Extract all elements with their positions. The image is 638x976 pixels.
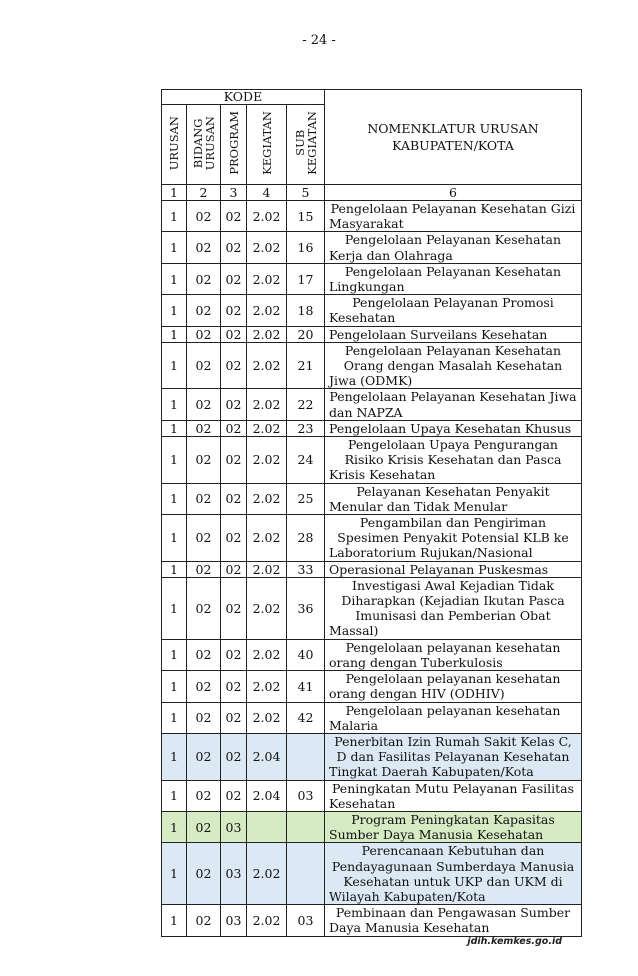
table-row — [162, 733, 582, 780]
code-b-cell: 02 — [187, 671, 221, 702]
code-b-cell: 02 — [187, 342, 221, 389]
code-p-cell: 02 — [221, 295, 247, 326]
code-k-cell: 2.02 — [247, 295, 287, 326]
code-b-cell: 02 — [187, 232, 221, 263]
code-u-cell: 1 — [162, 263, 187, 294]
table-row — [162, 577, 582, 639]
table-row — [162, 702, 582, 733]
code-s-cell: 03 — [287, 780, 325, 811]
code-s-cell: 42 — [287, 702, 325, 733]
code-u-cell: 1 — [162, 515, 187, 562]
code-u-cell: 1 — [162, 733, 187, 780]
code-b-cell: 02 — [187, 639, 221, 670]
column-number: 2 — [187, 185, 221, 201]
code-s-cell: 17 — [287, 263, 325, 294]
nomenklatur-cell: Peningkatan Mutu Pelayanan Fasilitas Kesehatan — [325, 780, 582, 811]
code-p-cell: 02 — [221, 420, 247, 436]
nomenklatur-cell: Program Peningkatan Kapasitas Sumber Daya Manusia Kesehatan — [325, 811, 582, 842]
nomenklatur-cell: Pengelolaan pelayanan kesehatan orang dengan HIV (ODHIV) — [325, 671, 582, 702]
nomenklatur-cell: Pembinaan dan Pengawasan Sumber Daya Manusia Kesehatan — [325, 905, 582, 936]
code-s-cell: 15 — [287, 201, 325, 232]
code-b-cell: 02 — [187, 780, 221, 811]
code-k-cell: 2.02 — [247, 420, 287, 436]
nomenklatur-cell: Pengelolaan Surveilans Kesehatan — [325, 326, 582, 342]
code-k-cell: 2.02 — [247, 639, 287, 670]
code-p-cell: 03 — [221, 843, 247, 905]
table-row — [162, 639, 582, 670]
urusan-header-label: URUSAN — [167, 115, 181, 171]
code-u-cell: 1 — [162, 905, 187, 936]
code-u-cell: 1 — [162, 561, 187, 577]
code-p-cell: 02 — [221, 437, 247, 484]
code-p-cell: 02 — [221, 263, 247, 294]
table-row — [162, 326, 582, 342]
code-k-cell: 2.02 — [247, 483, 287, 514]
nomenklatur-header-line1: NOMENKLATUR URUSAN — [367, 121, 539, 136]
code-b-cell: 02 — [187, 733, 221, 780]
code-k-cell: 2.02 — [247, 342, 287, 389]
table-row — [162, 420, 582, 436]
code-k-cell: 2.02 — [247, 577, 287, 639]
code-u-cell: 1 — [162, 232, 187, 263]
code-k-cell: 2.02 — [247, 515, 287, 562]
code-u-cell: 1 — [162, 389, 187, 420]
nomenklatur-cell: Perencanaan Kebutuhan dan Pendayagunaan Sumberdaya Manusia Kesehatan untuk UKP dan UKM di Wilayah Kabupaten/Kota — [325, 843, 582, 905]
code-p-cell: 02 — [221, 577, 247, 639]
code-b-cell: 02 — [187, 577, 221, 639]
column-number: 5 — [287, 185, 325, 201]
program-header — [221, 105, 247, 185]
footer-source: jdih.kemkes.go.id — [467, 936, 562, 947]
table-row — [162, 671, 582, 702]
code-p-cell: 02 — [221, 201, 247, 232]
nomenklatur-cell: Penerbitan Izin Rumah Sakit Kelas C, D dan Fasilitas Pelayanan Kesehatan Tingkat Daerah Kabupaten/Kota — [325, 733, 582, 780]
column-number-row — [162, 185, 582, 201]
code-s-cell: 41 — [287, 671, 325, 702]
nomenklatur-cell: Pengelolaan Pelayanan Kesehatan Jiwa dan NAPZA — [325, 389, 582, 420]
code-u-cell: 1 — [162, 577, 187, 639]
table-row — [162, 905, 582, 936]
kegiatan-header-label: KEGIATAN — [259, 111, 274, 175]
code-u-cell: 1 — [162, 671, 187, 702]
code-b-cell: 02 — [187, 515, 221, 562]
code-p-cell: 02 — [221, 561, 247, 577]
column-number: 4 — [247, 185, 287, 201]
code-k-cell: 2.04 — [247, 733, 287, 780]
code-s-cell — [287, 733, 325, 780]
code-k-cell: 2.02 — [247, 389, 287, 420]
code-k-cell: 2.02 — [247, 326, 287, 342]
code-p-cell: 02 — [221, 515, 247, 562]
nomenclature-table — [161, 89, 582, 937]
code-k-cell: 2.02 — [247, 843, 287, 905]
code-u-cell: 1 — [162, 702, 187, 733]
code-s-cell: 23 — [287, 420, 325, 436]
code-b-cell: 02 — [187, 561, 221, 577]
kegiatan-header — [247, 105, 287, 185]
code-b-cell: 02 — [187, 295, 221, 326]
code-u-cell: 1 — [162, 437, 187, 484]
table-row — [162, 389, 582, 420]
nomenklatur-header-line2: KABUPATEN/KOTA — [392, 138, 514, 153]
code-k-cell: 2.02 — [247, 702, 287, 733]
urusan-header — [162, 105, 187, 185]
nomenklatur-cell: Pengelolaan Pelayanan Kesehatan Gizi Masyarakat — [325, 201, 582, 232]
code-p-cell: 02 — [221, 483, 247, 514]
code-b-cell: 02 — [187, 483, 221, 514]
code-u-cell: 1 — [162, 843, 187, 905]
sub-kegiatan-header-label: SUB KEGIATAN — [292, 111, 319, 175]
code-s-cell — [287, 811, 325, 842]
code-s-cell: 16 — [287, 232, 325, 263]
code-s-cell: 18 — [287, 295, 325, 326]
nomenklatur-cell: Pelayanan Kesehatan Penyakit Menular dan Tidak Menular — [325, 483, 582, 514]
code-p-cell: 02 — [221, 733, 247, 780]
code-p-cell: 02 — [221, 342, 247, 389]
code-p-cell: 03 — [221, 811, 247, 842]
code-u-cell: 1 — [162, 295, 187, 326]
code-b-cell: 02 — [187, 811, 221, 842]
code-k-cell: 2.04 — [247, 780, 287, 811]
code-b-cell: 02 — [187, 843, 221, 905]
code-p-cell: 02 — [221, 232, 247, 263]
column-number: 6 — [325, 185, 582, 201]
code-s-cell: 36 — [287, 577, 325, 639]
table-row — [162, 437, 582, 484]
code-u-cell: 1 — [162, 780, 187, 811]
nomenklatur-cell: Pengelolaan Upaya Pengurangan Risiko Krisis Kesehatan dan Pasca Krisis Kesehatan — [325, 437, 582, 484]
code-b-cell: 02 — [187, 201, 221, 232]
code-s-cell — [287, 843, 325, 905]
nomenklatur-cell: Pengelolaan Upaya Kesehatan Khusus — [325, 420, 582, 436]
table-row — [162, 201, 582, 232]
code-u-cell: 1 — [162, 326, 187, 342]
bidang-urusan-header-label: BIDANG URUSAN — [190, 115, 217, 171]
code-k-cell: 2.02 — [247, 905, 287, 936]
code-u-cell: 1 — [162, 342, 187, 389]
nomenklatur-header — [325, 90, 582, 185]
code-p-cell: 02 — [221, 326, 247, 342]
table-row — [162, 811, 582, 842]
nomenklatur-cell: Investigasi Awal Kejadian Tidak Diharapkan (Kejadian Ikutan Pasca Imunisasi dan Pemberian Obat Massal) — [325, 577, 582, 639]
table-row — [162, 515, 582, 562]
code-b-cell: 02 — [187, 905, 221, 936]
code-p-cell: 03 — [221, 905, 247, 936]
code-k-cell: 2.02 — [247, 232, 287, 263]
table-row — [162, 263, 582, 294]
code-b-cell: 02 — [187, 702, 221, 733]
code-k-cell: 2.02 — [247, 437, 287, 484]
code-k-cell — [247, 811, 287, 842]
code-u-cell: 1 — [162, 639, 187, 670]
page-number: - 24 - — [302, 33, 336, 48]
column-number: 1 — [162, 185, 187, 201]
code-u-cell: 1 — [162, 201, 187, 232]
code-b-cell: 02 — [187, 389, 221, 420]
nomenklatur-cell: Pengelolaan pelayanan kesehatan orang dengan Tuberkulosis — [325, 639, 582, 670]
nomenklatur-cell: Pengelolaan Pelayanan Kesehatan Kerja dan Olahraga — [325, 232, 582, 263]
code-p-cell: 02 — [221, 639, 247, 670]
code-u-cell: 1 — [162, 483, 187, 514]
nomenklatur-cell: Pengelolaan Pelayanan Kesehatan Lingkungan — [325, 263, 582, 294]
code-s-cell: 24 — [287, 437, 325, 484]
code-b-cell: 02 — [187, 437, 221, 484]
code-s-cell: 20 — [287, 326, 325, 342]
table-row — [162, 232, 582, 263]
code-s-cell: 22 — [287, 389, 325, 420]
kode-header: KODE — [162, 90, 325, 105]
program-header-label: PROGRAM — [226, 111, 241, 175]
table-row — [162, 342, 582, 389]
column-number: 3 — [221, 185, 247, 201]
table-row — [162, 780, 582, 811]
code-b-cell: 02 — [187, 420, 221, 436]
code-k-cell: 2.02 — [247, 671, 287, 702]
code-p-cell: 02 — [221, 702, 247, 733]
nomenklatur-cell: Pengelolaan Pelayanan Kesehatan Orang dengan Masalah Kesehatan Jiwa (ODMK) — [325, 342, 582, 389]
bidang-urusan-header — [187, 105, 221, 185]
sub-kegiatan-header — [287, 105, 325, 185]
nomenklatur-cell: Pengelolaan Pelayanan Promosi Kesehatan — [325, 295, 582, 326]
table-row — [162, 561, 582, 577]
code-s-cell: 03 — [287, 905, 325, 936]
code-p-cell: 02 — [221, 389, 247, 420]
code-p-cell: 02 — [221, 671, 247, 702]
code-s-cell: 33 — [287, 561, 325, 577]
code-s-cell: 28 — [287, 515, 325, 562]
code-u-cell: 1 — [162, 811, 187, 842]
nomenklatur-cell: Pengelolaan pelayanan kesehatan Malaria — [325, 702, 582, 733]
code-b-cell: 02 — [187, 263, 221, 294]
code-k-cell: 2.02 — [247, 561, 287, 577]
code-k-cell: 2.02 — [247, 201, 287, 232]
nomenklatur-cell: Operasional Pelayanan Puskesmas — [325, 561, 582, 577]
code-u-cell: 1 — [162, 420, 187, 436]
code-b-cell: 02 — [187, 326, 221, 342]
code-s-cell: 40 — [287, 639, 325, 670]
code-s-cell: 25 — [287, 483, 325, 514]
table-row — [162, 843, 582, 905]
nomenklatur-cell: Pengambilan dan Pengiriman Spesimen Penyakit Potensial KLB ke Laboratorium Rujukan/Nasional — [325, 515, 582, 562]
code-k-cell: 2.02 — [247, 263, 287, 294]
code-p-cell: 02 — [221, 780, 247, 811]
table-row — [162, 483, 582, 514]
table-row — [162, 295, 582, 326]
code-s-cell: 21 — [287, 342, 325, 389]
